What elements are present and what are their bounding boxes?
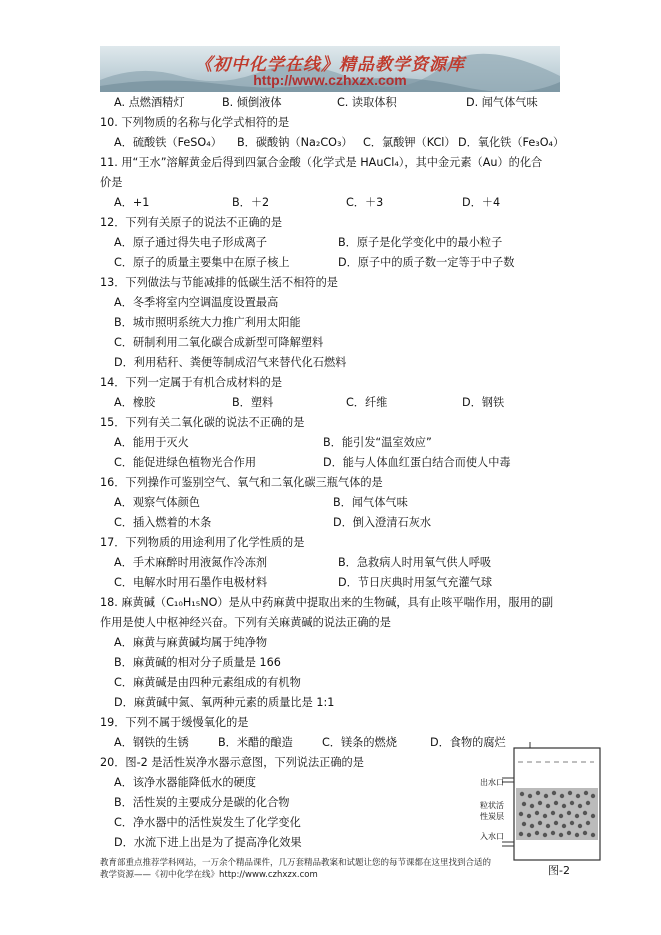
text-line: D．＋4 — [462, 196, 501, 209]
text-line: D．原子中的质子数一定等于中子数 — [338, 256, 515, 269]
text-line: C．纤维 — [346, 396, 388, 409]
text-line: 20．图-2 是活性炭净水器示意图，下列说法正确的是 — [100, 756, 364, 769]
text-line: D. 闻气体气味 — [466, 96, 538, 109]
text-line: A．硫酸铁（FeSO₄） — [114, 136, 222, 149]
text-line: 16．下列操作可鉴别空气、氧气和二氧化碳三瓶气体的是 — [100, 476, 383, 489]
text-line: 11. 用“王水”溶解黄金后得到四氯合金酸（化学式是 HAuCl₄），其中金元素（Au）的化合 — [100, 156, 543, 169]
text-line: C．镁条的燃烧 — [322, 736, 397, 749]
text-line: C．电解水时用石墨作电极材料 — [114, 576, 268, 589]
text-line: 价是 — [100, 176, 123, 189]
banner-url[interactable]: http://www.czhxzx.com — [253, 72, 407, 88]
text-line: 18. 麻黄碱（C₁₀H₁₅NO）是从中药麻黄中提取出来的生物碱，具有止咳平喘作用，服用的副 — [100, 596, 554, 609]
text-line: A．该净水器能降低水的硬度 — [114, 776, 256, 789]
text-line: B．塑料 — [232, 396, 274, 409]
text-line: A．原子通过得失电子形成离子 — [114, 236, 268, 249]
text-line: A．麻黄与麻黄碱均属于纯净物 — [114, 636, 268, 649]
text-line: 14．下列一定属于有机合成材料的是 — [100, 376, 283, 389]
text-line: 13．下列做法与节能减排的低碳生活不相符的是 — [100, 276, 338, 289]
outlet-label: 出水口 — [480, 778, 504, 787]
text-line: B. 倾倒液体 — [222, 96, 282, 109]
carbon-label-2: 性炭层 — [480, 812, 504, 821]
text-line: 作用是使人中枢神经兴奋。下列有关麻黄碱的说法正确的是 — [100, 616, 391, 629]
text-line: C．麻黄碱是由四种元素组成的有机物 — [114, 676, 301, 689]
text-line: B．原子是化学变化中的最小粒子 — [338, 236, 503, 249]
text-line: D．食物的腐烂 — [430, 736, 506, 749]
text-line: 17．下列物质的用途利用了化学性质的是 — [100, 536, 305, 549]
text-line: C．能促进绿色植物光合作用 — [114, 456, 257, 469]
text-line: D．能与人体血红蛋白结合而使人中毒 — [323, 456, 511, 469]
text-line: A．+1 — [114, 196, 150, 209]
inlet-label: 入水口 — [480, 832, 504, 841]
text-line: D．水流下进上出是为了提高净化效果 — [114, 836, 302, 849]
text-line: D．钢铁 — [462, 396, 505, 409]
carbon-label-1: 粒状活 — [480, 801, 504, 810]
text-line: 12．下列有关原子的说法不正确的是 — [100, 216, 283, 229]
text-line: A．橡胶 — [114, 396, 156, 409]
banner-title: 《初中化学在线》精品教学资源库 — [195, 55, 465, 75]
text-line: B．碳酸钠（Na₂CO₃） — [237, 136, 353, 149]
text-line: B．能引发“温室效应” — [323, 436, 432, 449]
text-line: 15．下列有关二氧化碳的说法不正确的是 — [100, 416, 305, 429]
text-line: C. 读取体积 — [337, 96, 397, 109]
text-line: A．观察气体颜色 — [114, 496, 200, 509]
text-line: C．研制利用二氧化碳合成新型可降解塑料 — [114, 336, 324, 349]
text-line: C．＋3 — [346, 196, 384, 209]
text-line: D．利用秸秆、粪便等制成沼气来替代化石燃料 — [114, 356, 347, 369]
text-line: B．活性炭的主要成分是碳的化合物 — [114, 796, 290, 809]
footer-line-1: 教育部重点推荐学科网站，一万余个精品课件，几万套精品教案和试题让您的每节课都在这里找到合适的 — [100, 858, 492, 868]
text-line: A．钢铁的生锈 — [114, 736, 189, 749]
text-line: 19．下列不属于缓慢氧化的是 — [100, 716, 249, 729]
text-line: D．倒入澄清石灰水 — [333, 516, 432, 529]
water-filter-diagram — [466, 738, 606, 866]
text-line: B．闻气体气味 — [333, 496, 408, 509]
figure-caption: 图-2 — [548, 864, 570, 877]
text-line: C．净水器中的活性炭发生了化学变化 — [114, 816, 301, 829]
text-line: 10. 下列物质的名称与化学式相符的是 — [100, 116, 290, 129]
text-line: D．麻黄碱中氮、氧两种元素的质量比是 1:1 — [114, 696, 335, 709]
text-line: A. 点燃酒精灯 — [114, 96, 185, 109]
text-line: C．氯酸钾（KCl） — [363, 136, 456, 149]
text-line: C．插入燃着的木条 — [114, 516, 212, 529]
footer-line-2: 教学资源——《初中化学在线》http://www.czhxzx.com — [100, 870, 318, 880]
text-line: B．城市照明系统大力推广利用太阳能 — [114, 316, 301, 329]
header-banner — [100, 46, 560, 92]
text-line: B．＋2 — [232, 196, 270, 209]
text-line: A．手术麻醉时用液氮作冷冻剂 — [114, 556, 268, 569]
text-line: B．急救病人时用氧气供人呼吸 — [338, 556, 492, 569]
text-line: A．能用于灭火 — [114, 436, 189, 449]
text-line: C．原子的质量主要集中在原子核上 — [114, 256, 290, 269]
text-line: D．节日庆典时用氢气充灌气球 — [338, 576, 493, 589]
text-line: B．米醋的酿造 — [218, 736, 293, 749]
text-line: B．麻黄碱的相对分子质量是 166 — [114, 656, 281, 669]
text-line: D．氧化铁（Fe₃O₄） — [458, 136, 565, 149]
text-line: A．冬季将室内空调温度设置最高 — [114, 296, 279, 309]
